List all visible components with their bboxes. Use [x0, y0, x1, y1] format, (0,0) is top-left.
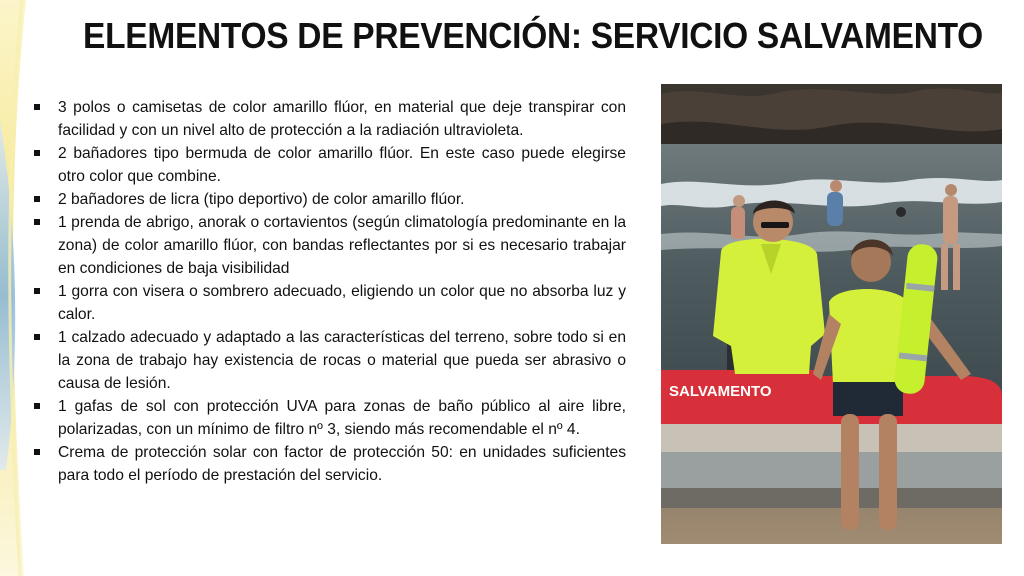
list-item-text: 1 calzado adecuado y adaptado a las características del terreno, sobre todo si en la zona de trabajo hay existencia de rocas o material que pueda ser abrasivo o causa de lesión. [58, 329, 626, 392]
list-item-text: 1 prenda de abrigo, anorak o cortavientos (según climatología predominante en la zona) de color amarillo flúor, con bandas reflectantes por si es necesario trabajar en condiciones de baja visibilidad [58, 214, 626, 277]
list-item-text: 2 bañadores tipo bermuda de color amarillo flúor. En este caso puede elegirse otro color que combine. [58, 145, 626, 185]
square-bullet-icon [34, 219, 40, 225]
lifeguard-photo-illustration [661, 84, 1002, 544]
square-bullet-icon [34, 150, 40, 156]
list-item-text: 1 gorra con visera o sombrero adecuado, eligiendo un color que no absorba luz y calor. [58, 283, 626, 323]
list-item [32, 96, 626, 142]
list-item-text: Crema de protección solar con factor de protección 50: en unidades suficientes para todo el período de prestación del servicio. [58, 444, 626, 484]
list-item-text: 1 gafas de sol con protección UVA para zonas de baño público al aire libre, polarizadas, con un mínimo de filtro nº 3, siendo más recomendable el nº 4. [58, 398, 626, 438]
square-bullet-icon [34, 403, 40, 409]
boat-label: SALVAMENTO [669, 383, 772, 400]
square-bullet-icon [34, 104, 40, 110]
list-item [32, 280, 626, 326]
lifeguard-photo [661, 84, 1002, 544]
list-item [32, 441, 626, 487]
square-bullet-icon [34, 196, 40, 202]
square-bullet-icon [34, 288, 40, 294]
square-bullet-icon [34, 334, 40, 340]
list-item-text: 2 bañadores de licra (tipo deportivo) de color amarillo flúor. [58, 191, 465, 208]
square-bullet-icon [34, 449, 40, 455]
list-item-text: 3 polos o camisetas de color amarillo flúor, en material que deje transpirar con facilidad y con un nivel alto de protección a la radiación ultravioleta. [58, 99, 626, 139]
list-item [32, 142, 626, 188]
list-item [32, 188, 626, 211]
list-item [32, 326, 626, 395]
slide-title: ELEMENTOS DE PREVENCIÓN: SERVICIO SALVAMENTO [83, 15, 983, 56]
list-item [32, 211, 626, 280]
list-item [32, 395, 626, 441]
bullet-list [32, 96, 626, 487]
